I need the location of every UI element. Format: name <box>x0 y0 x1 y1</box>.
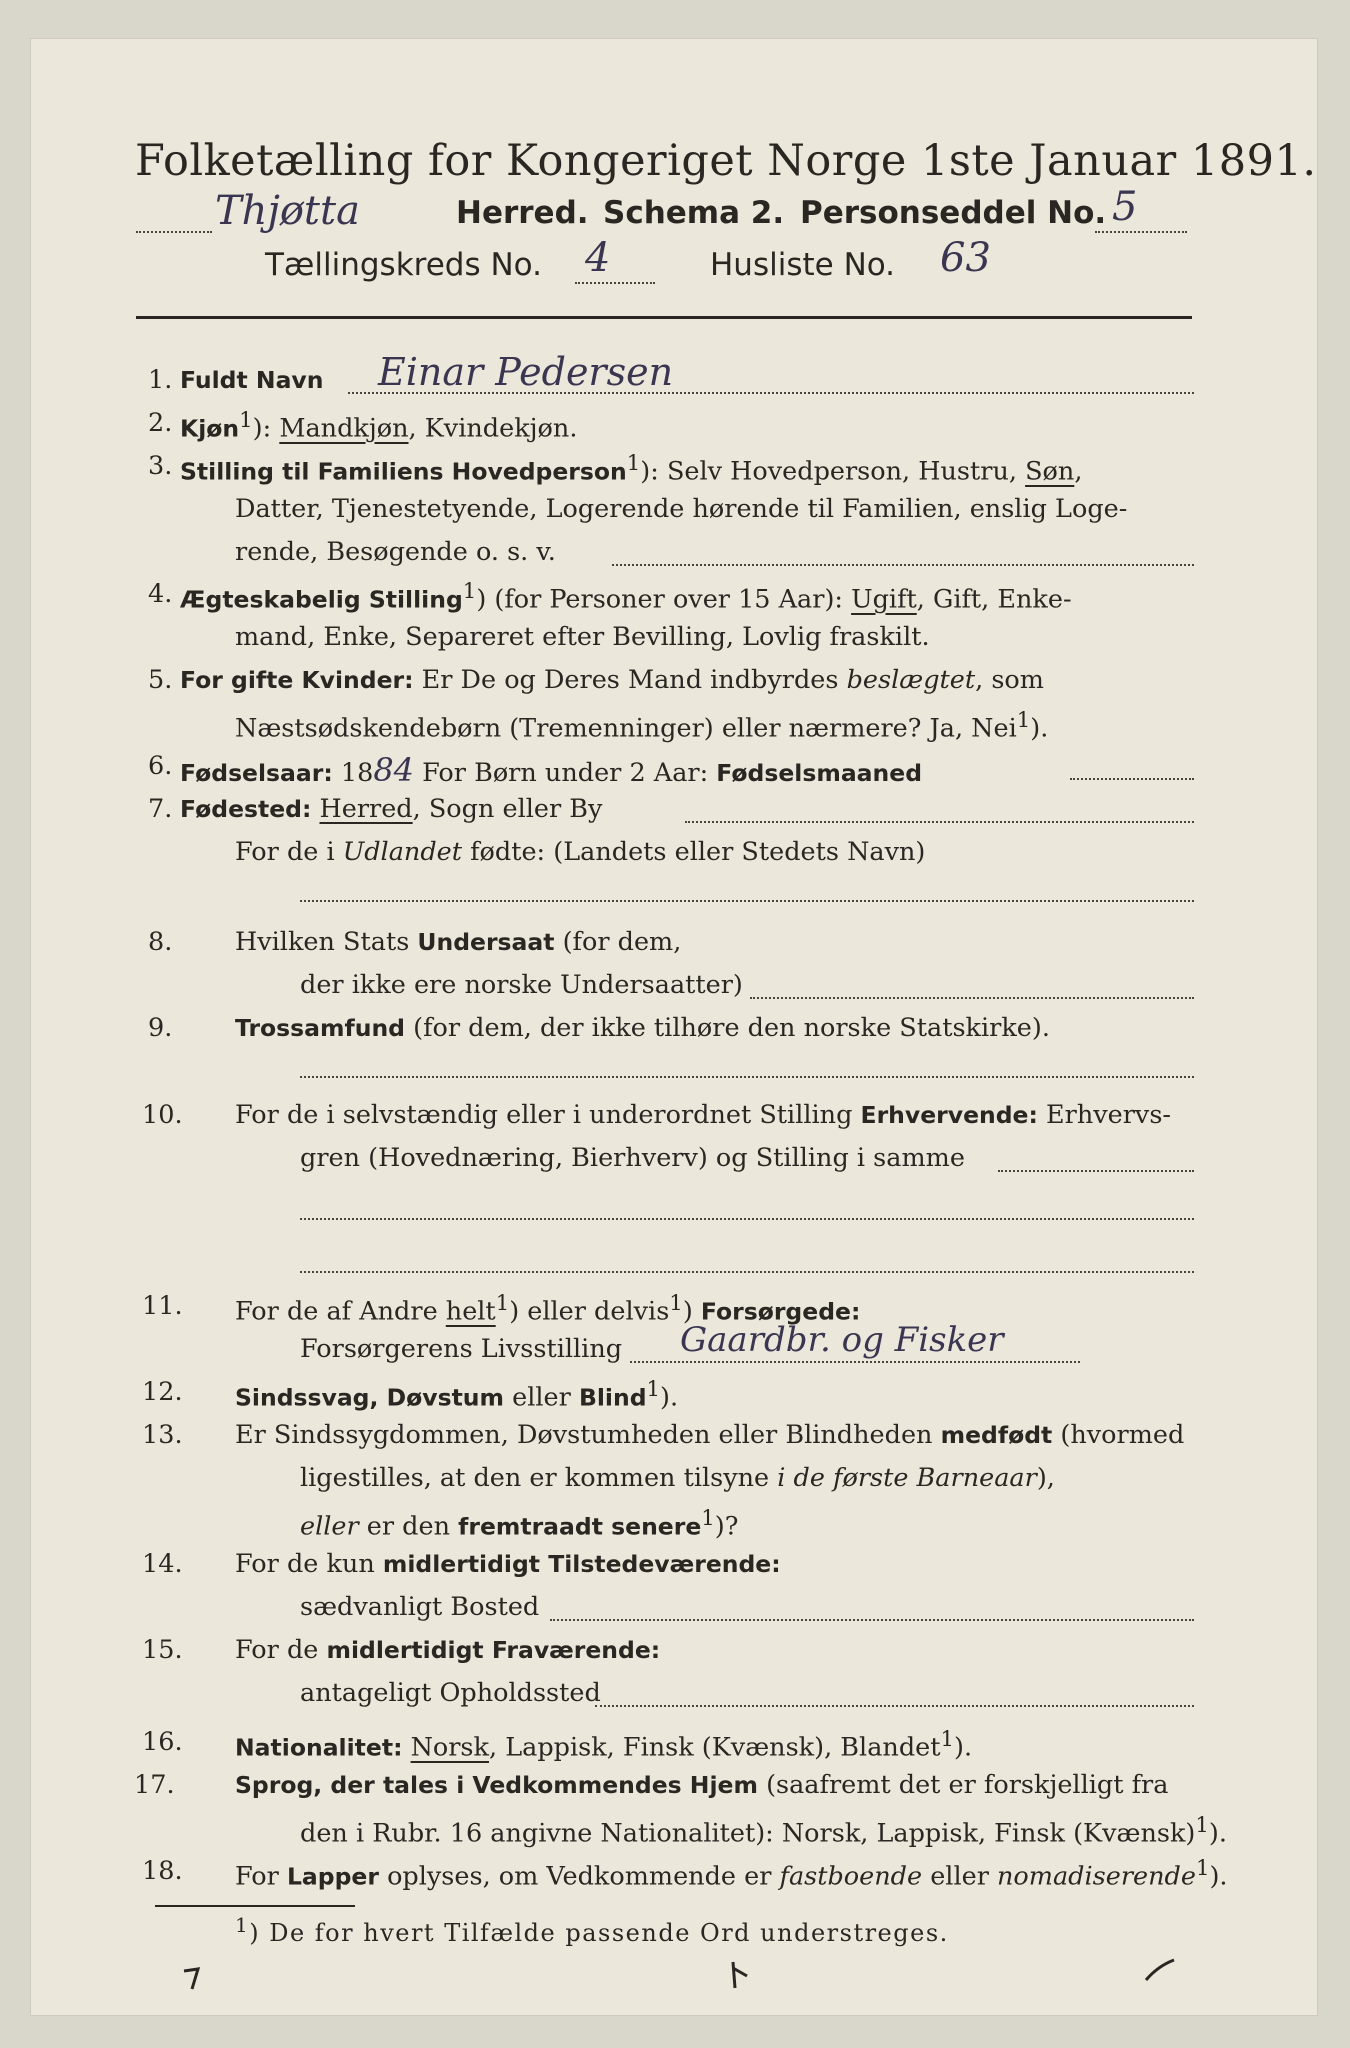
q7-label: Fødested: <box>180 795 312 823</box>
q14-label: midlertidigt Tilstedeværende: <box>382 1550 781 1578</box>
q18-text: For <box>235 1861 287 1892</box>
dotted-line <box>136 231 212 233</box>
q12-label: Sindssvag, Døvstum <box>235 1383 505 1412</box>
kreds-value: 4 <box>585 235 611 281</box>
q13-row-1 <box>235 1420 1184 1450</box>
q17-text: ). <box>1208 1818 1227 1849</box>
footnote-ref: 1 <box>239 408 253 433</box>
q7-text: fødte: (Landets eller Stedets Navn) <box>462 837 926 867</box>
q5-text: ). <box>1030 713 1049 744</box>
footnote-rule <box>155 1905 355 1907</box>
q12-label2: Blind <box>578 1383 647 1412</box>
q7-row-1 <box>180 794 602 824</box>
item-number: 1. <box>148 365 173 395</box>
q16-label: Nationalitet: <box>235 1733 403 1762</box>
q14-row-2: sædvanligt Bosted <box>300 1592 540 1622</box>
q17-row-1 <box>235 1770 1168 1800</box>
item-number: 13. <box>142 1420 183 1450</box>
q16-row <box>235 1727 972 1763</box>
q5-text: Er De og Deres Mand indbyrdes <box>413 665 847 695</box>
q6-row <box>180 751 922 789</box>
q12-text: eller <box>504 1382 579 1413</box>
q13-italic: i de første Barneaar <box>777 1463 1037 1493</box>
q1-row <box>180 365 323 395</box>
q3-son: Søn <box>1025 456 1075 487</box>
q13-text: )? <box>714 1511 739 1542</box>
herred-label: Herred. <box>456 195 589 231</box>
dotted-line <box>300 1271 1194 1273</box>
q13-label2: fremtraadt senere <box>458 1512 702 1541</box>
dotted-line <box>300 1218 1194 1220</box>
q14-row-1 <box>235 1549 781 1579</box>
header-rule <box>136 316 1192 319</box>
q18-row <box>235 1856 1228 1892</box>
dotted-line <box>1070 778 1194 780</box>
footnote-ref: 1 <box>701 1506 715 1531</box>
dotted-line <box>612 564 1194 566</box>
item-number: 10. <box>142 1100 183 1130</box>
q4-row-2: mand, Enke, Separeret efter Bevilling, Lovlig fraskilt. <box>235 622 930 652</box>
item-number: 2. <box>148 408 173 438</box>
q4-text: , Gift, Enke- <box>916 584 1072 615</box>
footnote-ref: 1 <box>495 1291 510 1316</box>
q17-text: den i Rubr. 16 angivne Nationalitet): Norsk, Lappisk, Finsk (Kvænsk) <box>300 1818 1196 1849</box>
personseddel-label: Personseddel No. <box>800 195 1107 231</box>
husliste-label: Husliste No. <box>710 247 896 283</box>
q4-row-1 <box>180 579 1072 615</box>
q13-text: er den <box>358 1511 459 1542</box>
q10-text: For de i selvstændig eller i underordnet Stilling <box>235 1100 861 1130</box>
q2-text: , Kvindekjøn. <box>408 413 578 444</box>
q13-text: Er Sindssygdommen, Døvstumheden eller Blindheden <box>235 1420 941 1450</box>
q17-row-2 <box>300 1813 1227 1849</box>
q8-text: Hvilken Stats <box>235 927 418 957</box>
q5-row-2 <box>235 708 1048 744</box>
q15-text: For de <box>235 1635 327 1665</box>
item-number: 6. <box>148 751 173 781</box>
q18-text: ). <box>1209 1861 1228 1892</box>
q9-text: (for dem, der ikke tilhøre den norske Statskirke). <box>405 1013 1050 1043</box>
dotted-line <box>1095 231 1187 233</box>
q14-text: For de kun <box>235 1549 383 1579</box>
personseddel-value: 5 <box>1112 184 1138 230</box>
q9-row <box>235 1013 1050 1043</box>
item-number: 15. <box>142 1635 183 1665</box>
q11-helt: helt <box>445 1296 496 1327</box>
q5-text: Næstsødskendebørn (Tremenninger) eller nærmere? Ja, Nei <box>235 713 1017 744</box>
schema-label: Schema 2. <box>603 195 785 231</box>
item-number: 5. <box>148 665 173 695</box>
footnote-ref: 1 <box>626 451 641 476</box>
kreds-label: Tællingskreds No. <box>265 247 542 283</box>
q1-answer: Einar Pedersen <box>378 350 674 394</box>
q4-text: ) (for Personer over 15 Aar): <box>476 584 852 615</box>
q3-row-2: Datter, Tjenestetyende, Logerende hørende til Familien, enslig Loge- <box>235 494 1128 524</box>
q12-row <box>235 1377 678 1413</box>
footnote <box>235 1913 949 1947</box>
item-number: 16. <box>142 1727 183 1757</box>
q8-row-2: der ikke ere norske Undersaatter) <box>300 970 743 1000</box>
q18-text: oplyses, om Vedkommende er <box>378 1861 780 1892</box>
q11-text: ) eller delvis <box>509 1296 670 1327</box>
footnote-ref: 1 <box>940 1727 955 1752</box>
q3-label: Stilling til Familiens Hovedperson <box>180 457 627 486</box>
q3-text: , <box>1074 456 1083 487</box>
item-number: 11. <box>142 1291 183 1321</box>
dotted-line <box>998 1170 1194 1172</box>
q9-label: Trossamfund <box>235 1014 406 1042</box>
q3-text: ): Selv Hovedperson, Hustru, <box>640 456 1026 487</box>
q11-row-2: Forsørgerens Livsstilling <box>300 1334 623 1364</box>
q18-nomadiserende: nomadiserende <box>997 1861 1196 1892</box>
dotted-line <box>550 1619 1194 1621</box>
item-number: 17. <box>134 1770 175 1800</box>
q7-udlandet: Udlandet <box>342 837 462 867</box>
q2-row <box>180 408 577 444</box>
footnote-ref: 1 <box>462 579 477 604</box>
q17-text: (saafremt det er forskjelligt fra <box>757 1770 1169 1800</box>
footnote-ref: 1 <box>669 1291 683 1316</box>
q6-year-prefix: 18 <box>332 758 374 788</box>
q7-row-2 <box>235 837 925 867</box>
q6-text: For Børn under 2 Aar: <box>414 758 717 788</box>
item-number: 18. <box>142 1856 183 1886</box>
footnote-ref: 1 <box>1016 708 1031 733</box>
ink-mark <box>1140 1956 1180 1986</box>
dotted-line <box>300 900 1194 902</box>
item-number: 8. <box>148 927 173 957</box>
q2-text: ): <box>252 413 280 444</box>
q7-text: , Sogn eller By <box>412 794 603 824</box>
footnote-ref: 1 <box>1195 1856 1210 1881</box>
q16-text: , Lappisk, Finsk (Kvænsk), Blandet <box>488 1732 941 1763</box>
q5-row-1 <box>180 665 1044 695</box>
q11-answer: Gaardbr. og Fisker <box>680 1320 1004 1360</box>
q4-label: Ægteskabelig Stilling <box>180 585 463 614</box>
form-title: Folketælling for Kongeriget Norge 1ste Januar 1891. <box>135 136 1317 186</box>
q18-fastboende: fastboende <box>779 1861 923 1892</box>
q6-label2: Fødselsmaaned <box>716 759 923 787</box>
dotted-line <box>595 1705 1194 1707</box>
q10-row-1 <box>235 1100 1171 1130</box>
q6-label: Fødselsaar: <box>180 759 333 787</box>
q5-label: For gifte Kvinder: <box>180 666 414 694</box>
q4-ugift: Ugift <box>851 584 917 615</box>
item-number: 4. <box>148 579 173 609</box>
q10-label: Erhvervende: <box>860 1101 1038 1129</box>
q8-row-1 <box>235 927 681 957</box>
q12-text: ). <box>660 1382 679 1413</box>
q1-label: Fuldt Navn <box>180 366 324 394</box>
item-number: 14. <box>142 1549 183 1579</box>
q15-row-2: antageligt Opholdssted <box>300 1678 601 1708</box>
q13-text: ligestilles, at den er kommen tilsyne <box>300 1463 778 1493</box>
ink-mark <box>725 1958 755 1992</box>
q13-text: ), <box>1036 1463 1055 1493</box>
footnote-sup: 1 <box>235 1913 250 1937</box>
q2-mandkjon: Mandkjøn <box>279 413 409 444</box>
q6-year-value: 84 <box>373 751 415 789</box>
q3-row-3: rende, Besøgende o. s. v. <box>235 537 556 567</box>
q8-text: (for dem, <box>554 927 682 957</box>
q11-text: For de af Andre <box>235 1296 446 1327</box>
husliste-value: 63 <box>940 235 991 281</box>
herred-value: Thjøtta <box>215 188 360 234</box>
q17-label: Sprog, der tales i Vedkommendes Hjem <box>235 1771 758 1799</box>
q11-text: ) <box>682 1296 701 1327</box>
q13-italic: eller <box>300 1511 359 1542</box>
footnote-ref: 1 <box>1195 1813 1209 1838</box>
q13-row-2 <box>300 1463 1055 1493</box>
q7-text: For de i <box>235 837 343 867</box>
dotted-line <box>685 821 1194 823</box>
q18-label: Lapper <box>286 1862 379 1891</box>
q10-text: Erhvervs- <box>1037 1100 1172 1130</box>
q7-herred: Herred <box>319 794 413 824</box>
q11-label: Forsørgede: <box>700 1297 861 1326</box>
item-number: 12. <box>142 1377 183 1407</box>
census-form <box>30 38 1318 2016</box>
q3-row-1 <box>180 451 1082 487</box>
q16-text: ). <box>954 1732 973 1763</box>
dotted-line <box>750 997 1194 999</box>
dotted-line <box>348 392 1194 394</box>
ink-mark <box>180 1963 210 1993</box>
q18-text: eller <box>922 1861 997 1892</box>
item-number: 3. <box>148 451 173 481</box>
q13-text: (hvormed <box>1052 1420 1185 1450</box>
q16-norsk: Norsk <box>410 1732 489 1763</box>
footnote-text: ) De for hvert Tilfælde passende Ord understreges. <box>249 1919 949 1947</box>
item-number: 9. <box>148 1013 173 1043</box>
q2-label: Kjøn <box>180 414 240 443</box>
q13-row-3 <box>300 1506 738 1542</box>
dotted-line <box>300 1076 1194 1078</box>
q15-row-1 <box>235 1635 660 1665</box>
q5-beslaegtet: beslægtet <box>846 665 976 695</box>
q5-text: , som <box>975 665 1044 695</box>
item-number: 7. <box>148 794 173 824</box>
footnote-ref: 1 <box>646 1377 661 1402</box>
q10-row-2: gren (Hovednæring, Bierhverv) og Stilling i samme <box>300 1143 965 1173</box>
q8-label: Undersaat <box>417 928 555 956</box>
dotted-line <box>630 1361 1080 1363</box>
q13-label: medfødt <box>940 1421 1053 1449</box>
dotted-line <box>575 282 655 284</box>
q15-label: midlertidigt Fraværende: <box>326 1636 661 1664</box>
